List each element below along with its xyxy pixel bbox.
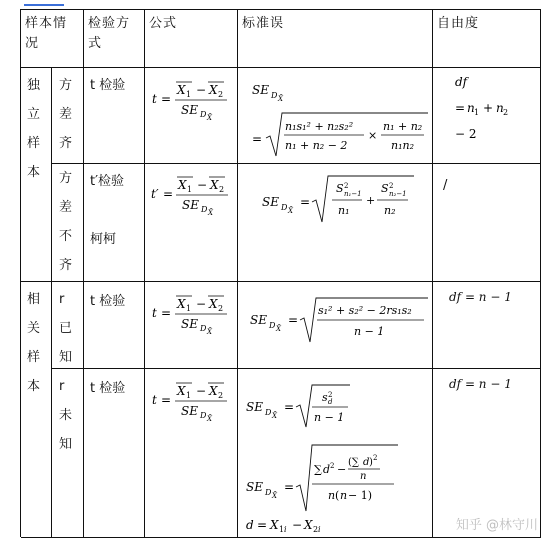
- svg-text:2: 2: [373, 454, 378, 462]
- svg-text:=: =: [161, 92, 172, 106]
- svg-text:2: 2: [313, 525, 319, 534]
- svg-text:− 2: − 2: [455, 127, 477, 141]
- group-independent: [21, 68, 52, 282]
- svg-text:i: i: [284, 525, 287, 534]
- svg-text:1: 1: [279, 525, 285, 534]
- svg-text:X̄: X̄: [288, 207, 293, 215]
- row-r-unknown-df: [433, 369, 541, 538]
- svg-text:X: X: [210, 178, 219, 192]
- header-df: [433, 10, 541, 68]
- svg-text:D: D: [281, 203, 288, 212]
- svg-text:SE: SE: [252, 83, 269, 97]
- svg-text:d: d: [323, 463, 331, 476]
- svg-text:X̄: X̄: [276, 325, 281, 333]
- row-equal-var-df: [433, 68, 541, 164]
- df-r-known: df = n − 1: [449, 290, 512, 304]
- svg-text:=: =: [161, 393, 172, 407]
- header-se-label: 标准误: [242, 16, 285, 31]
- row-equal-var-test: [84, 68, 145, 164]
- condition-r-unknown: r 未知: [59, 379, 73, 452]
- se-r-unknown: [238, 369, 432, 537]
- condition-equal-var: 方差齐: [59, 78, 73, 151]
- svg-text:−: −: [196, 83, 207, 97]
- svg-text:D: D: [200, 110, 207, 119]
- svg-text:2: 2: [219, 185, 225, 194]
- svg-text:): ): [369, 457, 373, 468]
- row-r-known-condition: [52, 282, 84, 369]
- svg-text:=: =: [163, 187, 174, 201]
- svg-text:n: n: [328, 489, 336, 502]
- svg-text:SE: SE: [246, 480, 263, 494]
- svg-text:−: −: [196, 384, 207, 398]
- header-sample: [21, 10, 84, 68]
- svg-text:S: S: [336, 182, 344, 195]
- svg-text:2: 2: [344, 182, 349, 190]
- svg-text:−: −: [292, 518, 303, 532]
- header-method-label: 检验方式: [88, 16, 131, 51]
- group-independent-label: 独立样本: [27, 78, 41, 180]
- svg-text:2: 2: [328, 391, 333, 399]
- svg-text:s₁² + s₂² − 2rs₁s₂: s₁² + s₂² − 2rs₁s₂: [318, 304, 412, 317]
- svg-text:∑: ∑: [314, 463, 322, 476]
- svg-text:X̄: X̄: [207, 415, 212, 423]
- svg-text:=: =: [252, 132, 263, 146]
- header-method: [84, 10, 145, 68]
- svg-text:=: =: [284, 480, 295, 494]
- svg-text:X̄: X̄: [207, 114, 212, 122]
- formula-t-related: [147, 290, 239, 340]
- row-r-unknown-test: [84, 369, 145, 538]
- svg-text:−: −: [196, 297, 207, 311]
- svg-text:2: 2: [330, 462, 335, 470]
- svg-text:1: 1: [186, 391, 192, 400]
- test-t-prime: t′检验: [90, 174, 125, 189]
- svg-text:SE: SE: [246, 400, 263, 414]
- svg-text:X: X: [209, 297, 218, 311]
- svg-text:SE: SE: [262, 195, 279, 209]
- svg-text:X: X: [304, 518, 313, 532]
- svg-text:(: (: [335, 489, 340, 502]
- svg-text:SE: SE: [181, 103, 198, 117]
- test-t-related: t 检验: [90, 294, 126, 309]
- svg-text:−: −: [197, 178, 208, 192]
- svg-text:=: =: [284, 400, 295, 414]
- svg-text:D: D: [265, 408, 272, 417]
- row-unequal-var-formula: [145, 164, 238, 282]
- formula-t-prime: [147, 171, 239, 221]
- svg-text:1: 1: [474, 108, 480, 117]
- svg-text:t: t: [152, 306, 157, 320]
- svg-text:X̄: X̄: [278, 95, 283, 103]
- watermark: 知乎 @林守川: [455, 518, 538, 533]
- svg-text:d: d: [363, 457, 370, 468]
- header-sample-label: 样本情况: [25, 16, 68, 51]
- svg-text:n₁n₂: n₁n₂: [391, 139, 414, 152]
- svg-text:SE: SE: [181, 404, 198, 418]
- svg-text:n₂−1: n₂−1: [389, 190, 407, 198]
- svg-text:+: +: [366, 194, 376, 207]
- svg-text:D: D: [200, 324, 207, 333]
- row-r-unknown-formula: [145, 369, 238, 538]
- svg-text:=: =: [161, 306, 172, 320]
- svg-text:1: 1: [186, 304, 192, 313]
- df-unequal-var: /: [443, 178, 448, 193]
- svg-text:X: X: [177, 83, 186, 97]
- svg-text:n₁ + n₂ − 2: n₁ + n₂ − 2: [285, 139, 348, 152]
- svg-text:− 1): − 1): [348, 489, 373, 502]
- formula-t-related-2: [147, 377, 239, 427]
- row-equal-var-condition: [52, 68, 84, 164]
- svg-text:X: X: [209, 83, 218, 97]
- svg-text:X̄: X̄: [207, 328, 212, 336]
- svg-text:X̄: X̄: [208, 209, 213, 217]
- svg-text:n − 1: n − 1: [314, 411, 345, 424]
- svg-text:(∑: (∑: [348, 457, 360, 468]
- svg-text:n: n: [340, 489, 348, 502]
- group-related: [21, 282, 52, 538]
- svg-text:d: d: [246, 518, 254, 532]
- svg-text:SE: SE: [182, 198, 199, 212]
- svg-text:=: =: [455, 101, 466, 115]
- svg-text:X: X: [177, 297, 186, 311]
- se-unequal-var: [238, 168, 432, 238]
- row-r-known-test: [84, 282, 145, 369]
- svg-text:−: −: [337, 463, 347, 476]
- svg-text:1: 1: [187, 185, 193, 194]
- statistics-table: [20, 9, 541, 537]
- svg-text:D: D: [201, 205, 208, 214]
- header-df-label: 自由度: [437, 16, 480, 31]
- svg-text:D: D: [269, 321, 276, 330]
- svg-text:t: t: [152, 393, 157, 407]
- row-unequal-var-se: [238, 164, 433, 282]
- svg-text:D: D: [265, 488, 272, 497]
- svg-text:n₁: n₁: [338, 204, 350, 217]
- svg-text:+: +: [483, 101, 494, 115]
- svg-text:s: s: [322, 391, 328, 404]
- svg-text:n₁ + n₂: n₁ + n₂: [383, 120, 423, 133]
- svg-text:D: D: [200, 411, 207, 420]
- svg-text:1: 1: [186, 90, 192, 99]
- svg-text:SE: SE: [250, 313, 267, 327]
- se-r-known: [238, 288, 432, 358]
- svg-text:2: 2: [218, 90, 224, 99]
- svg-text:2: 2: [218, 391, 224, 400]
- svg-text:D: D: [271, 91, 278, 100]
- svg-text:=: =: [288, 313, 299, 327]
- row-equal-var-formula: [145, 68, 238, 164]
- df-equal-var: [433, 68, 539, 162]
- svg-text:n₁s₁² + n₂s₂²: n₁s₁² + n₂s₂²: [285, 120, 354, 133]
- test-t-prime-note: 柯柯: [90, 232, 117, 247]
- svg-text:i: i: [318, 525, 321, 534]
- row-unequal-var-condition: [52, 164, 84, 282]
- row-unequal-var-df: [433, 164, 541, 282]
- test-t-related-2: t 检验: [90, 381, 126, 396]
- svg-text:df: df: [455, 75, 468, 89]
- condition-unequal-var: 方差不齐: [59, 171, 73, 273]
- row-r-known-formula: [145, 282, 238, 369]
- svg-text:n₂: n₂: [384, 204, 396, 217]
- row-r-unknown-condition: [52, 369, 84, 538]
- svg-text:t: t: [152, 92, 157, 106]
- svg-text:n: n: [467, 101, 475, 115]
- row-r-known-df: [433, 282, 541, 369]
- header-formula-label: 公式: [149, 16, 178, 31]
- svg-text:=: =: [257, 518, 268, 532]
- se-equal-var: [238, 68, 432, 162]
- test-t: t 检验: [90, 78, 126, 93]
- header-formula: [145, 10, 238, 68]
- svg-text:t′: t′: [151, 187, 159, 201]
- top-accent-line: [24, 4, 64, 6]
- svg-text:X̄: X̄: [272, 412, 277, 420]
- svg-text:n₁−1: n₁−1: [344, 190, 362, 198]
- svg-text:S: S: [381, 182, 389, 195]
- row-unequal-var-test: [84, 164, 145, 282]
- svg-text:d: d: [328, 398, 333, 406]
- svg-text:SE: SE: [181, 317, 198, 331]
- row-r-unknown-se: [238, 369, 433, 538]
- svg-text:n − 1: n − 1: [354, 325, 385, 338]
- svg-text:X: X: [270, 518, 279, 532]
- row-equal-var-se: [238, 68, 433, 164]
- svg-text:X̄: X̄: [272, 492, 277, 500]
- svg-text:X: X: [209, 384, 218, 398]
- svg-text:2: 2: [218, 304, 224, 313]
- svg-text:2: 2: [503, 108, 509, 117]
- svg-text:X: X: [177, 384, 186, 398]
- svg-text:n: n: [360, 471, 367, 482]
- formula-t: [147, 76, 239, 126]
- group-related-label: 相关样本: [27, 292, 41, 394]
- header-se: [238, 10, 433, 68]
- df-r-unknown: df = n − 1: [449, 377, 512, 391]
- svg-text:=: =: [300, 195, 311, 209]
- row-r-known-se: [238, 282, 433, 369]
- svg-text:×: ×: [368, 129, 378, 142]
- svg-text:2: 2: [389, 182, 394, 190]
- svg-text:X: X: [178, 178, 187, 192]
- condition-r-known: r 已知: [59, 292, 73, 365]
- svg-text:n: n: [496, 101, 504, 115]
